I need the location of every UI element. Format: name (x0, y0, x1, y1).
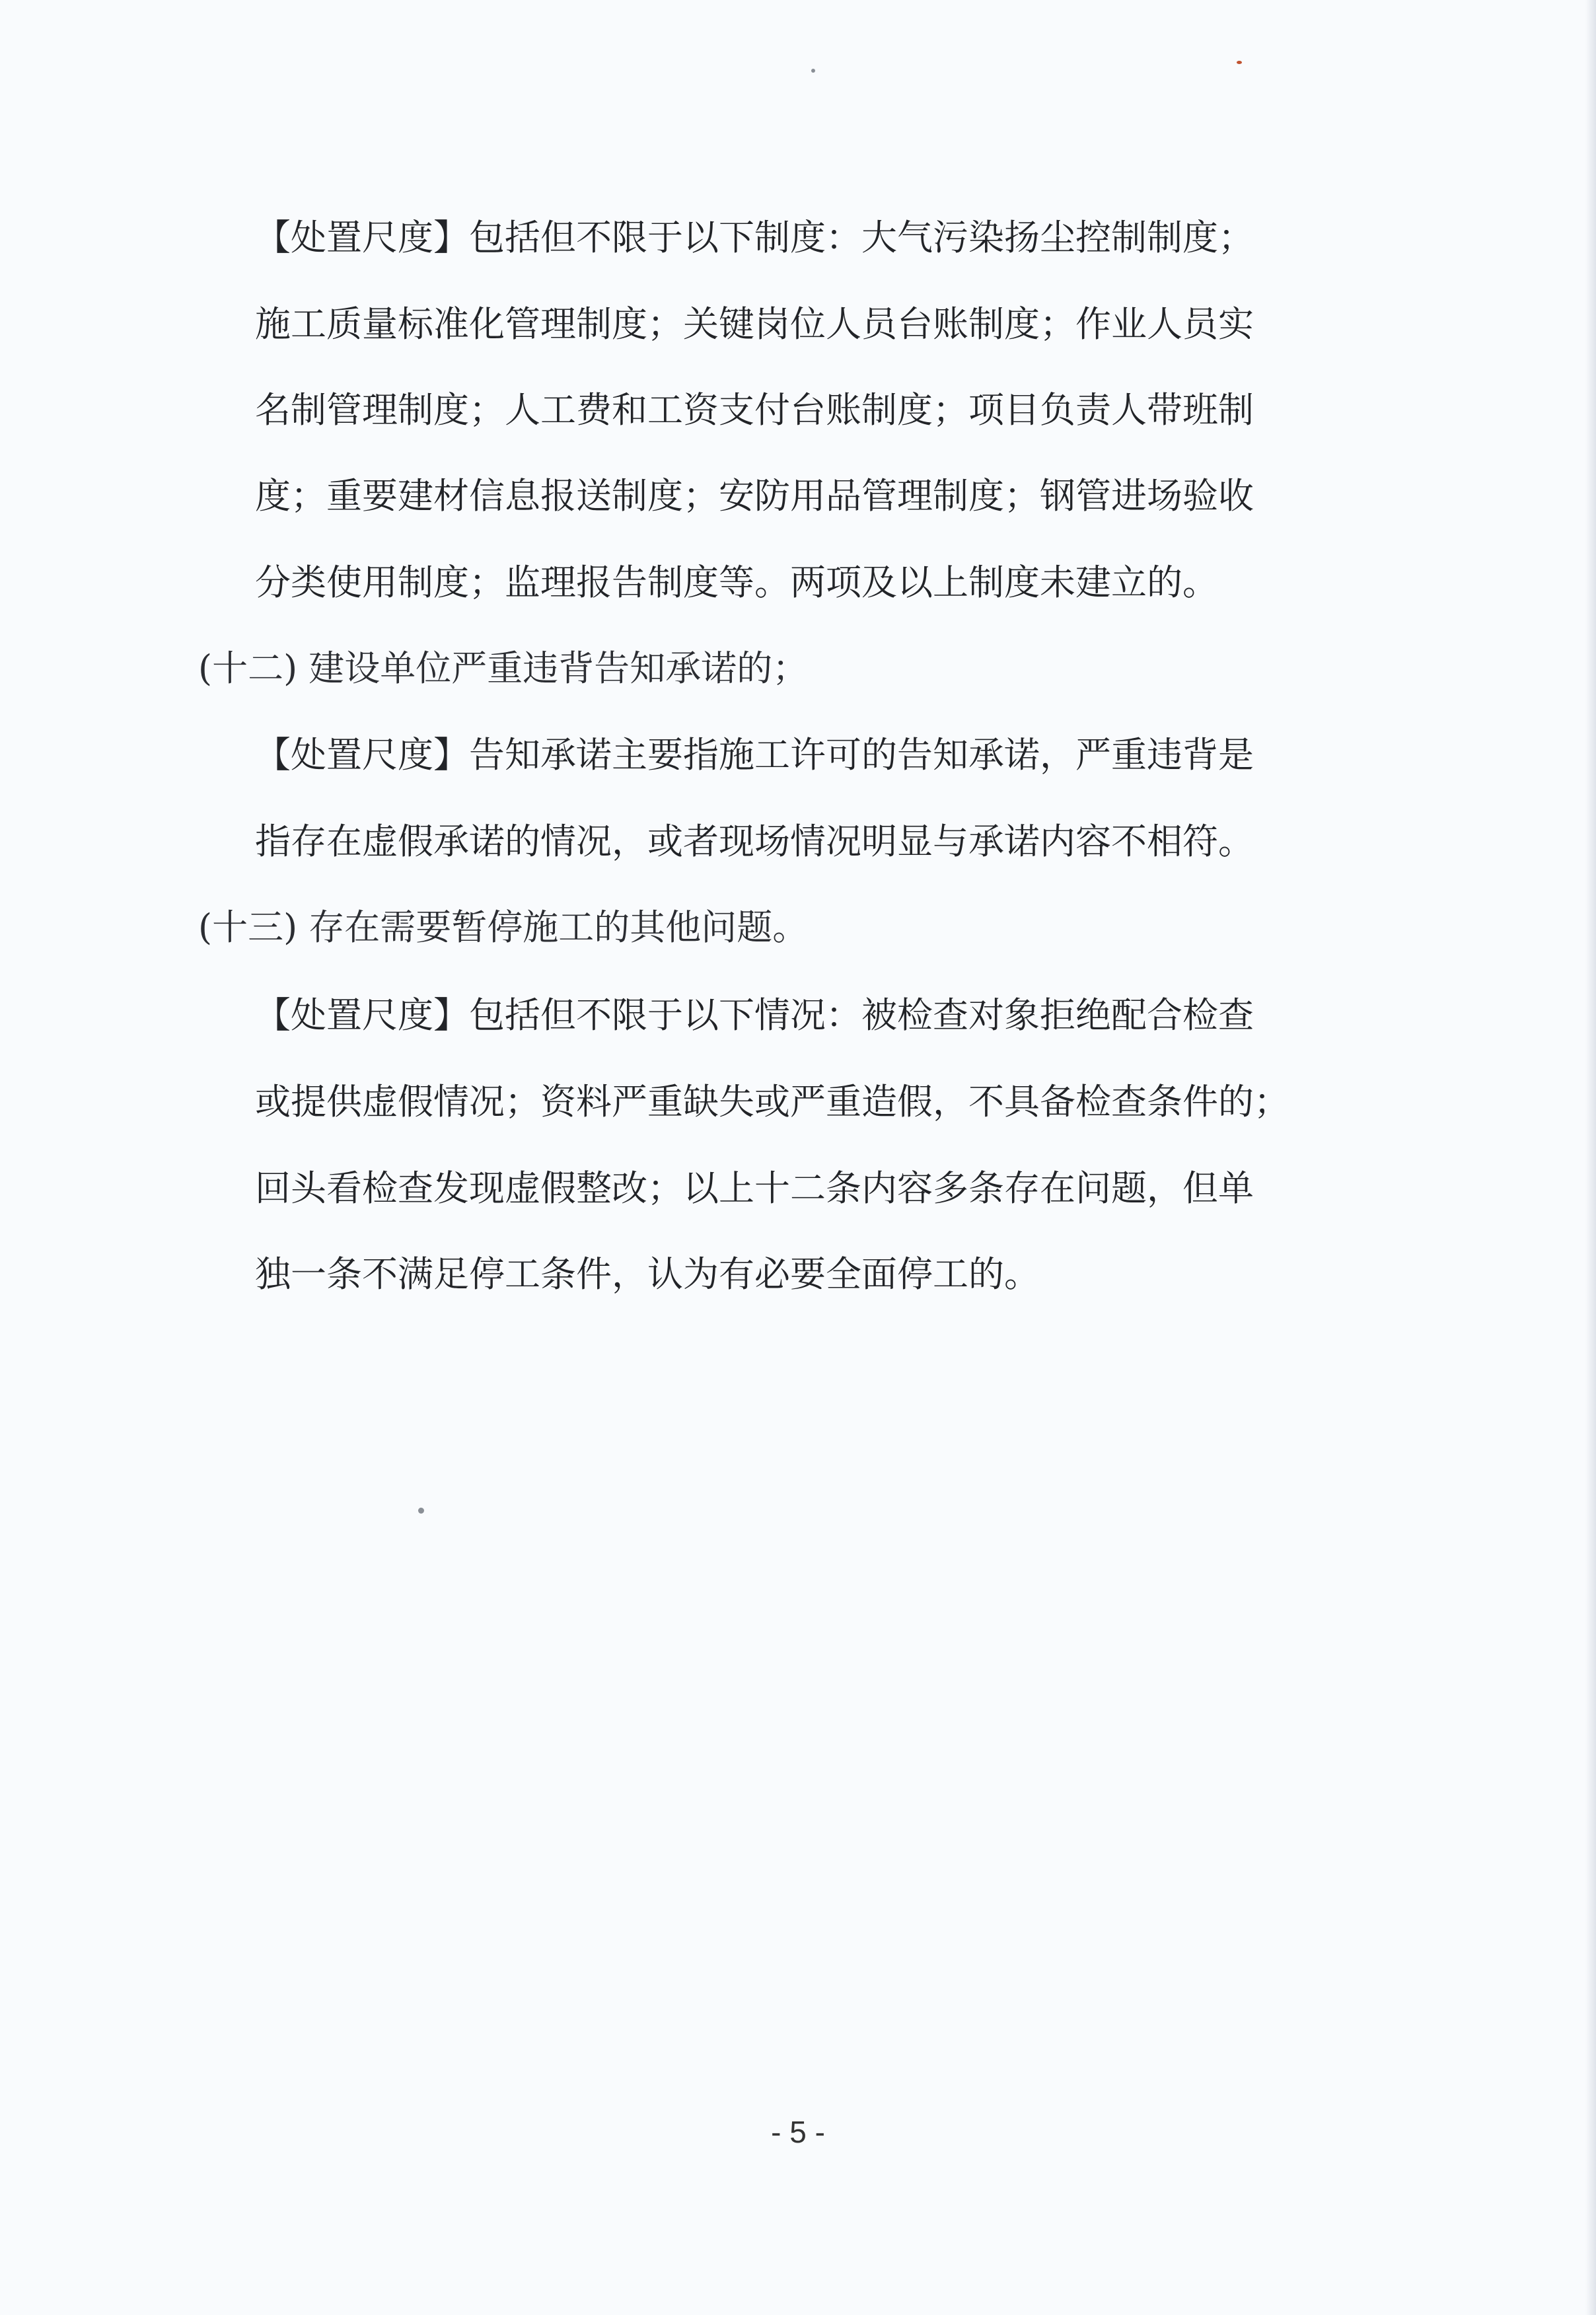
text-line: 分类使用制度；监理报告制度等。两项及以上制度未建立的。 (255, 562, 1218, 603)
text-line: 回头看检查发现虚假整改；以上十二条内容多条存在问题，但单 (255, 1167, 1254, 1209)
text-line: 【处置尺度】告知承诺主要指施工许可的告知承诺，严重违背是 (255, 734, 1254, 776)
text-line: 或提供虚假情况；资料严重缺失或严重造假，不具备检查条件的； (255, 1081, 1289, 1122)
scan-speck (811, 69, 815, 73)
scan-speck (418, 1508, 424, 1514)
text-line: 指存在虚假承诺的情况，或者现场情况明显与承诺内容不相符。 (255, 821, 1254, 862)
text-line: 施工质量标准化管理制度；关键岗位人员台账制度；作业人员实 (255, 303, 1254, 345)
page-edge-shadow (1585, 0, 1596, 2315)
text-line: 【处置尺度】包括但不限于以下情况：被检查对象拒绝配合检查 (255, 994, 1254, 1036)
section-heading: (十三) 存在需要暂停施工的其他问题。 (198, 906, 809, 948)
text-line: 名制管理制度；人工费和工资支付台账制度；项目负责人带班制 (255, 389, 1254, 431)
text-line: 度；重要建材信息报送制度；安防用品管理制度；钢管进场验收 (255, 475, 1254, 517)
scan-speck (1237, 61, 1242, 64)
page-number: - 5 - (771, 2115, 825, 2149)
section-heading: (十二) 建设单位严重违背告知承诺的； (198, 647, 809, 689)
text-line: 独一条不满足停工条件，认为有必要全面停工的。 (255, 1253, 1040, 1295)
text-line: 【处置尺度】包括但不限于以下制度：大气污染扬尘控制制度； (255, 217, 1254, 258)
